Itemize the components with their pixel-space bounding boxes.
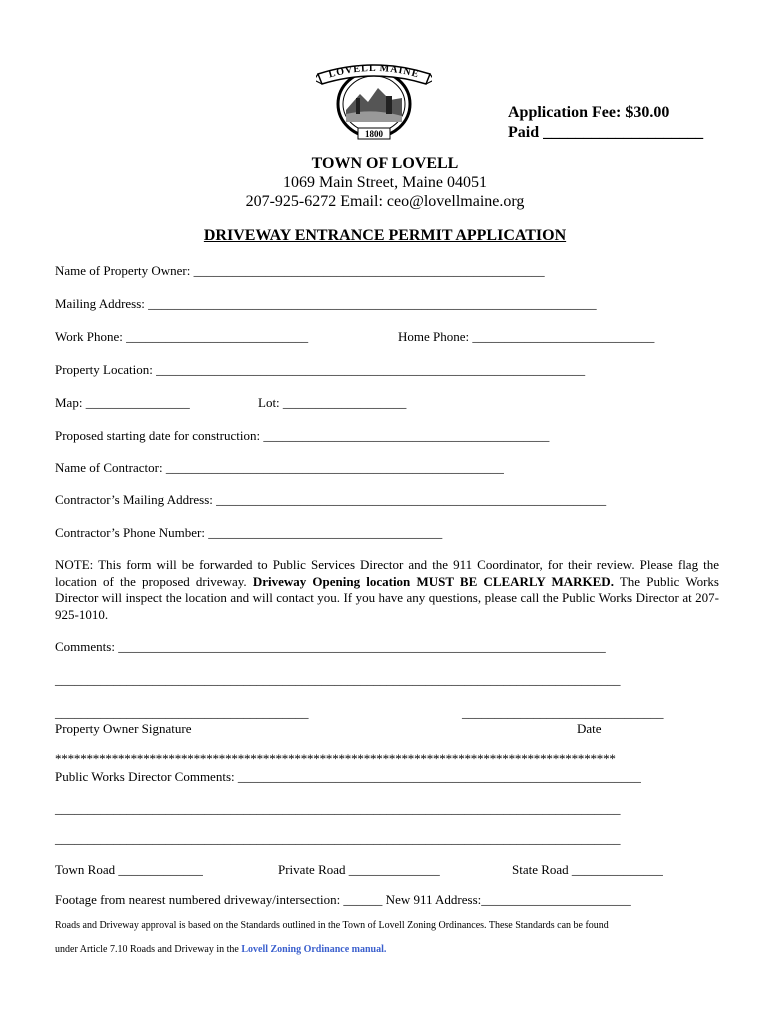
seal-year: 1800 bbox=[365, 129, 383, 139]
mailing-address-field[interactable]: Mailing Address: _____________________________________________________________________ bbox=[55, 296, 597, 311]
note-paragraph bbox=[55, 557, 719, 623]
contractor-mailing-field[interactable]: Contractor’s Mailing Address: ____________________________________________________________ bbox=[55, 492, 607, 507]
director-comments-line-2[interactable]: _______________________________________________________________________________________ bbox=[55, 801, 621, 816]
lot-field[interactable]: Lot: ___________________ bbox=[258, 395, 407, 410]
seal-banner-text: LOVELL MAINE bbox=[327, 62, 421, 81]
note-text-1: NOTE: This form will be forwarded to Public Services Director and the 911 Coordinator, for their review. Please flag the location of the proposed driveway. bbox=[55, 557, 719, 589]
map-field[interactable]: Map: ________________ bbox=[55, 395, 190, 410]
signature-line[interactable]: _______________________________________ bbox=[55, 705, 309, 720]
footer-prefix: under Article 7.10 Roads and Driveway in the bbox=[55, 944, 242, 955]
footage-address-field[interactable]: Footage from nearest numbered driveway/intersection: ______ New 911 Address:_______________________ bbox=[55, 892, 631, 907]
note-text-2: The Public Works Director will inspect the location and will contact you. If you have any questions, please call the Public Works Director at 207-925-1010. bbox=[55, 573, 719, 622]
application-fee: Application Fee: $30.00 bbox=[508, 104, 670, 121]
home-phone-field[interactable]: Home Phone: ____________________________ bbox=[398, 329, 655, 344]
town-contact: 207-925-6272 Email: ceo@lovellmaine.org bbox=[245, 193, 525, 210]
footer-text-2 bbox=[55, 944, 386, 955]
start-date-field[interactable]: Proposed starting date for construction: ____________________________________________ bbox=[55, 428, 550, 443]
footer-text-1: Roads and Driveway approval is based on the Standards outlined in the Town of Lovell Zoning Ordinances. These Standards can be found bbox=[55, 920, 609, 931]
date-line[interactable]: _______________________________ bbox=[462, 705, 664, 720]
note-bold-text: Driveway Opening location MUST BE CLEARLY MARKED. bbox=[252, 573, 614, 589]
paid-field[interactable]: Paid ____________________ bbox=[508, 124, 704, 141]
town-address: 1069 Main Street, Maine 04051 bbox=[283, 174, 487, 191]
state-road-field[interactable]: State Road ______________ bbox=[512, 862, 663, 877]
signature-label: Property Owner Signature bbox=[55, 721, 192, 736]
owner-name-field[interactable]: Name of Property Owner: ______________________________________________________ bbox=[55, 263, 545, 278]
zoning-ordinance-link[interactable]: Lovell Zoning Ordinance manual. bbox=[241, 944, 387, 955]
contractor-name-field[interactable]: Name of Contractor: ____________________________________________________ bbox=[55, 460, 504, 475]
town-name: TOWN OF LOVELL bbox=[311, 155, 459, 172]
date-label: Date bbox=[577, 721, 602, 736]
property-location-field[interactable]: Property Location: __________________________________________________________________ bbox=[55, 362, 586, 377]
form-title: DRIVEWAY ENTRANCE PERMIT APPLICATION bbox=[203, 227, 567, 244]
director-comments-field[interactable]: Public Works Director Comments: ______________________________________________________________ bbox=[55, 769, 641, 784]
town-road-field[interactable]: Town Road _____________ bbox=[55, 862, 203, 877]
director-comments-line-3[interactable]: _______________________________________________________________________________________ bbox=[55, 831, 621, 846]
comments-line-2[interactable]: _______________________________________________________________________________________ bbox=[55, 672, 621, 687]
comments-field[interactable]: Comments: ___________________________________________________________________________ bbox=[55, 639, 606, 654]
work-phone-field[interactable]: Work Phone: ____________________________ bbox=[55, 329, 309, 344]
contractor-phone-field[interactable]: Contractor’s Phone Number: ____________________________________ bbox=[55, 525, 443, 540]
town-seal-logo bbox=[316, 58, 432, 142]
separator-line: ***************************************************************************************** bbox=[55, 751, 616, 766]
private-road-field[interactable]: Private Road ______________ bbox=[278, 862, 440, 877]
